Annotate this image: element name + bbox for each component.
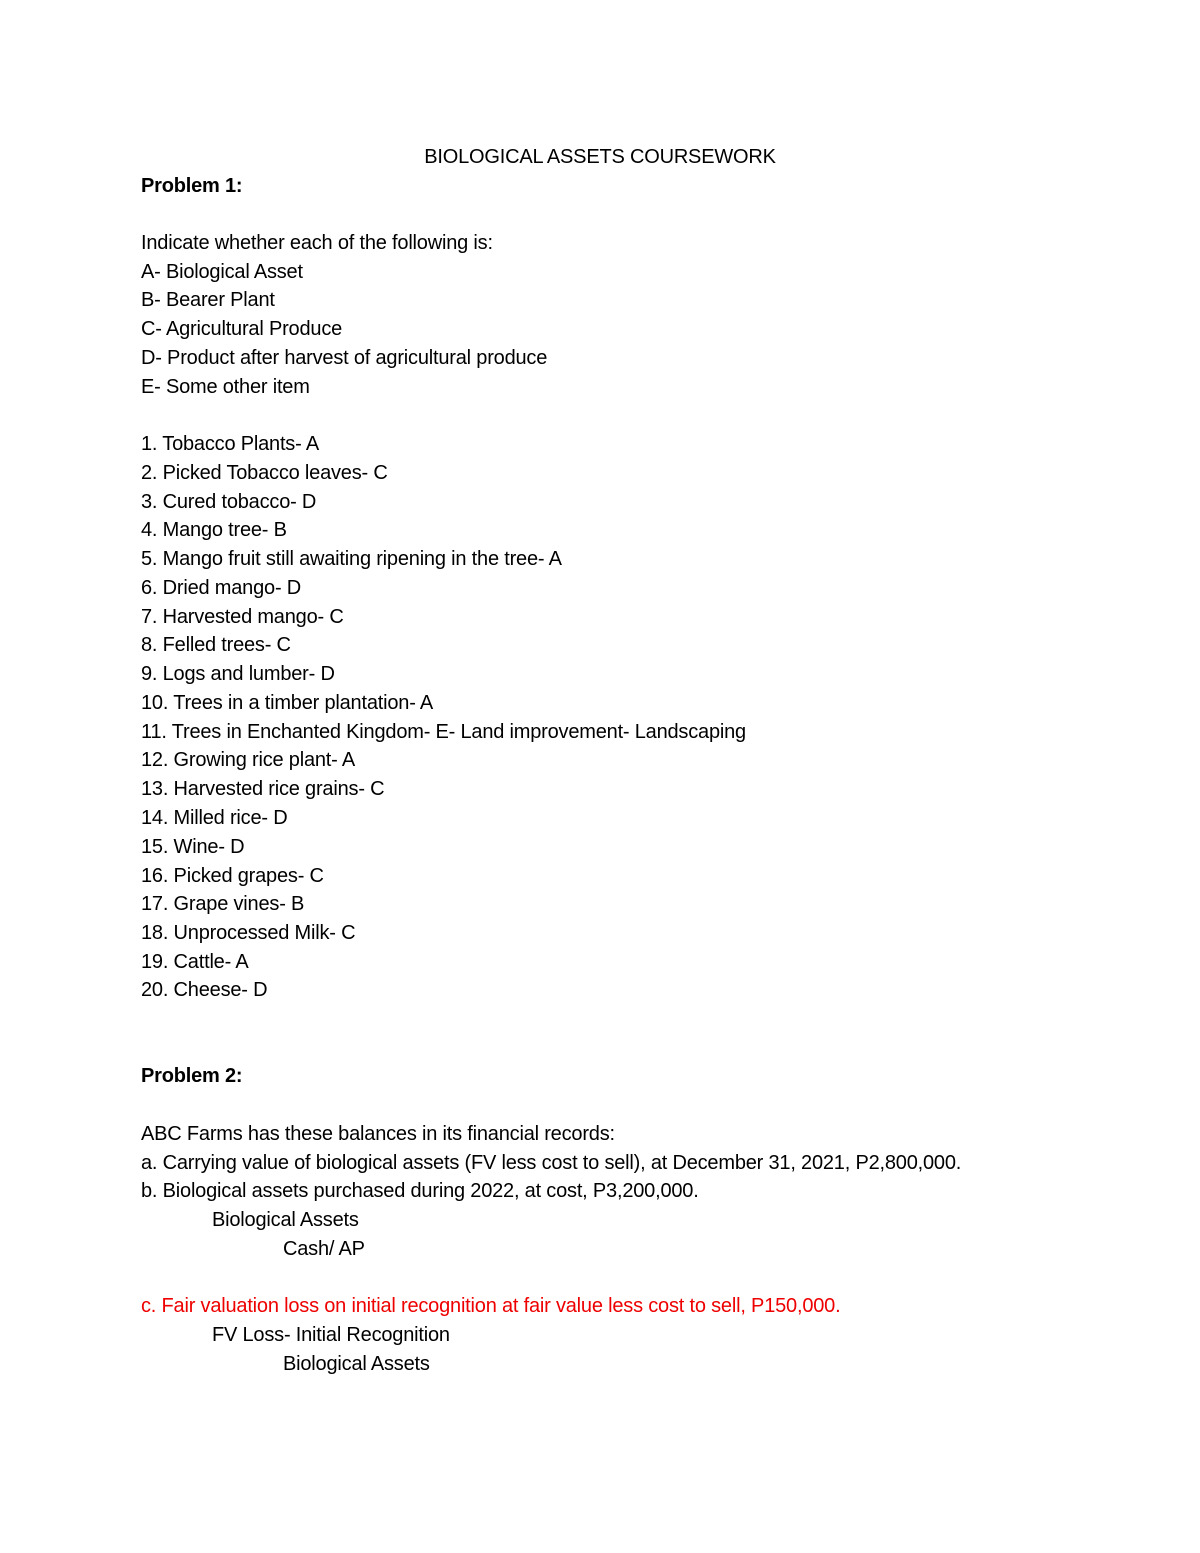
category-e: E- Some other item [141, 376, 310, 398]
list-item: 11. Trees in Enchanted Kingdom- E- Land improvement- Landscaping [141, 721, 746, 743]
list-item: 16. Picked grapes- C [141, 865, 324, 887]
list-item: 8. Felled trees- C [141, 634, 291, 656]
list-item: 15. Wine- D [141, 836, 245, 858]
list-item: 1. Tobacco Plants- A [141, 433, 319, 455]
list-item: 10. Trees in a timber plantation- A [141, 692, 434, 714]
list-item: 14. Milled rice- D [141, 807, 288, 829]
category-c: C- Agricultural Produce [141, 318, 343, 340]
list-item: 7. Harvested mango- C [141, 606, 344, 628]
problem-2-item-c: c. Fair valuation loss on initial recognition at fair value less cost to sell, P150,000. [141, 1295, 841, 1317]
category-b: B- Bearer Plant [141, 289, 275, 311]
list-item: 4. Mango tree- B [141, 519, 287, 541]
list-item: 17. Grape vines- B [141, 893, 305, 915]
journal-credit-line: Cash/ AP [283, 1238, 365, 1260]
journal-debit-line: Biological Assets [212, 1209, 359, 1231]
list-item: 20. Cheese- D [141, 979, 268, 1001]
list-item: 13. Harvested rice grains- C [141, 778, 385, 800]
list-item: 12. Growing rice plant- A [141, 749, 355, 771]
list-item: 19. Cattle- A [141, 951, 249, 973]
list-item: 2. Picked Tobacco leaves- C [141, 462, 388, 484]
category-a: A- Biological Asset [141, 261, 303, 283]
list-item: 6. Dried mango- D [141, 577, 301, 599]
list-item: 9. Logs and lumber- D [141, 663, 335, 685]
problem-2-item-a: a. Carrying value of biological assets (FV less cost to sell), at December 31, 2021, P2,800,000. [141, 1152, 962, 1174]
list-item: 5. Mango fruit still awaiting ripening in the tree- A [141, 548, 562, 570]
problem-2-intro: ABC Farms has these balances in its financial records: [141, 1123, 615, 1145]
document-title: BIOLOGICAL ASSETS COURSEWORK [424, 146, 776, 168]
list-item: 18. Unprocessed Milk- C [141, 922, 356, 944]
problem-2-heading: Problem 2: [141, 1065, 243, 1087]
journal-debit-line: FV Loss- Initial Recognition [212, 1324, 450, 1346]
problem-1-heading: Problem 1: [141, 175, 243, 197]
category-d: D- Product after harvest of agricultural produce [141, 347, 548, 369]
list-item: 3. Cured tobacco- D [141, 491, 317, 513]
problem-2-item-b: b. Biological assets purchased during 2022, at cost, P3,200,000. [141, 1180, 699, 1202]
problem-1-instruction: Indicate whether each of the following is: [141, 232, 493, 254]
journal-credit-line: Biological Assets [283, 1353, 430, 1375]
